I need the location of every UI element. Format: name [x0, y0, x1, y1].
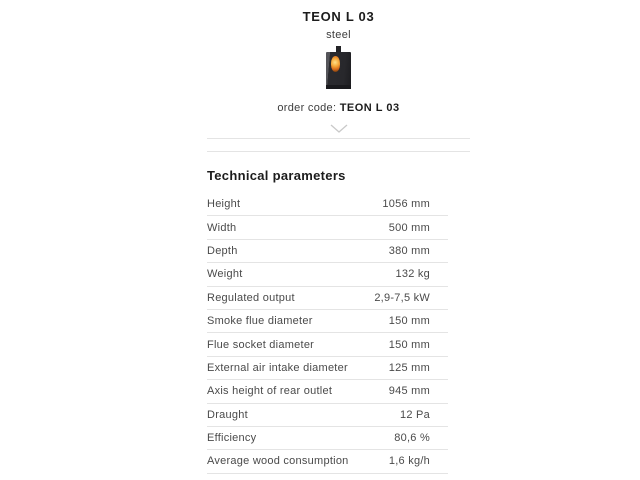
stove-base: [326, 85, 351, 89]
param-value: 132 kg: [395, 268, 430, 281]
table-row: [207, 333, 448, 356]
stove-body: [326, 52, 351, 89]
param-label: Draught: [207, 408, 248, 421]
product-material: steel: [326, 29, 351, 41]
param-value: 2,9-7,5 kW: [374, 291, 430, 304]
table-row: [207, 357, 448, 380]
product-image[interactable]: [319, 46, 359, 92]
product-header: [207, 0, 470, 129]
param-value: 150 mm: [388, 338, 430, 351]
param-label: Height: [207, 198, 241, 211]
table-row: [207, 193, 448, 216]
chevron-down-icon[interactable]: [330, 120, 348, 129]
param-label: Efficiency: [207, 432, 257, 445]
param-label: Flue socket diameter: [207, 338, 315, 351]
param-value: 12 Pa: [400, 408, 430, 421]
divider: [207, 138, 470, 139]
table-row: [207, 287, 448, 310]
param-label: Average wood consumption: [207, 455, 349, 468]
param-label: Weight: [207, 268, 243, 281]
stove-fire-window: [331, 56, 340, 72]
table-row: [207, 404, 448, 427]
table-row: [207, 450, 448, 473]
page-title: TEON L 03: [302, 9, 375, 24]
table-row: [207, 310, 448, 333]
order-code-label: order code:: [277, 102, 337, 114]
order-code: [207, 102, 470, 114]
param-value: 380 mm: [388, 244, 430, 257]
param-value: 1,6 kg/h: [388, 455, 430, 468]
param-label: Depth: [207, 244, 238, 257]
param-label: Regulated output: [207, 291, 295, 304]
param-value: 1056 mm: [382, 198, 430, 211]
param-value: 500 mm: [388, 221, 430, 234]
param-label: Smoke flue diameter: [207, 315, 313, 328]
param-value: 945 mm: [388, 385, 430, 398]
param-label: External air intake diameter: [207, 361, 348, 374]
table-row: [207, 263, 448, 286]
param-label: Axis height of rear outlet: [207, 385, 333, 398]
table-row: [207, 216, 448, 239]
product-page: [207, 0, 470, 480]
order-code-value: TEON L 03: [339, 102, 400, 114]
param-value: 150 mm: [388, 315, 430, 328]
tech-params-table: [207, 193, 448, 474]
table-row: [207, 240, 448, 263]
table-row: [207, 380, 448, 403]
param-value: 125 mm: [388, 361, 430, 374]
param-value: 80,6 %: [394, 432, 430, 445]
table-row: [207, 427, 448, 450]
param-label: Width: [207, 221, 237, 234]
divider: [207, 151, 470, 152]
section-heading: Technical parameters: [207, 168, 346, 183]
